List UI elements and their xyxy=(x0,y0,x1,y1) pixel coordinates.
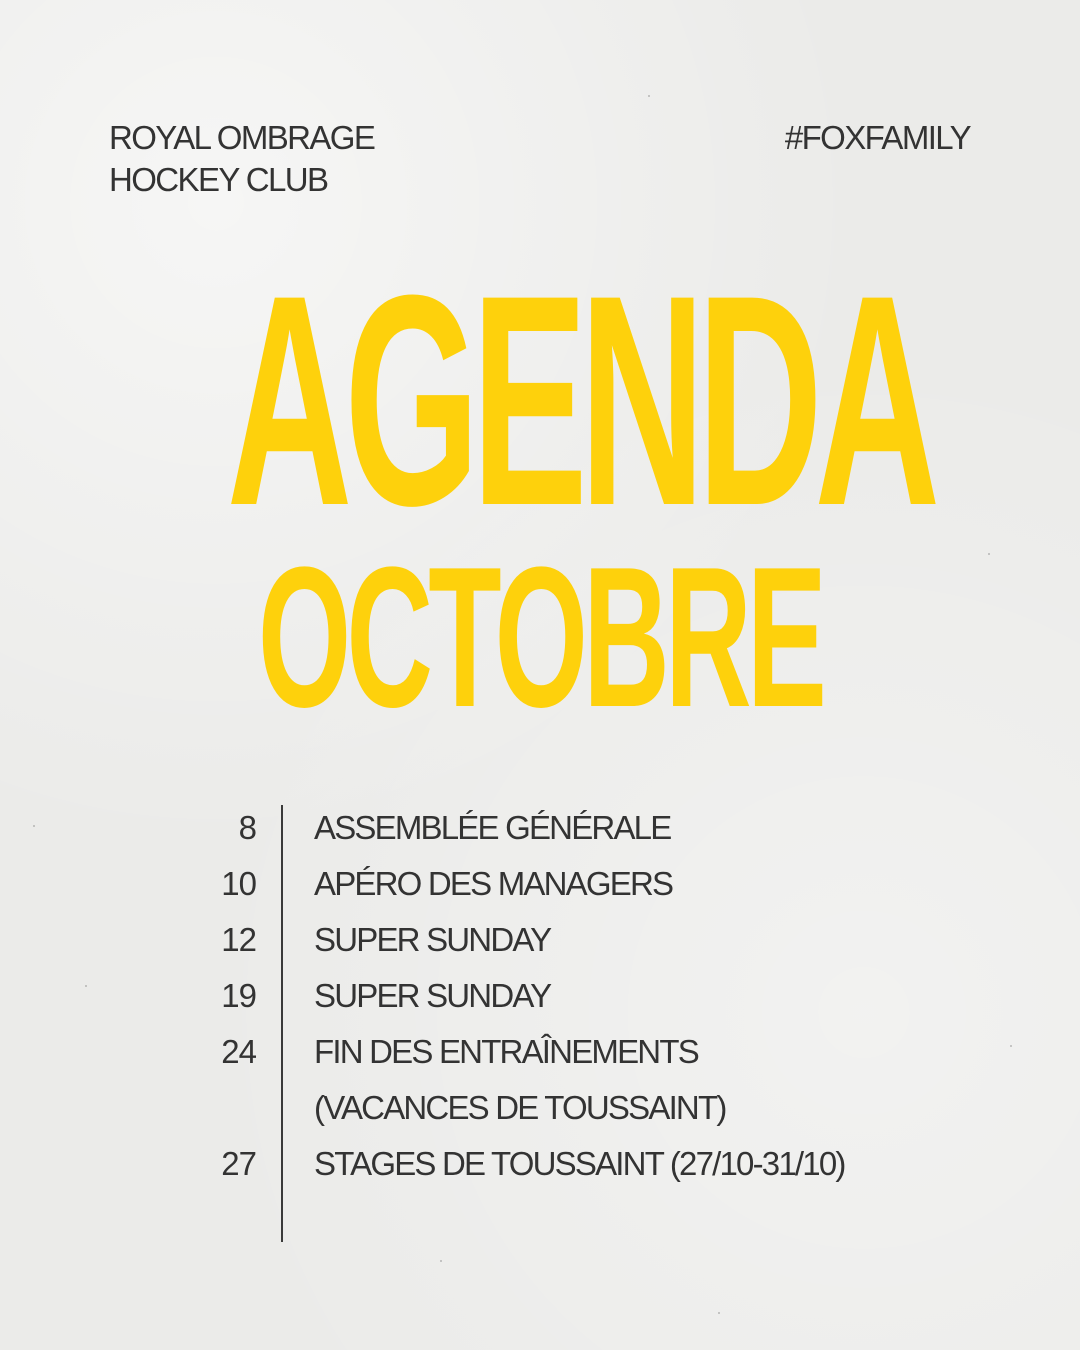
event-row xyxy=(0,916,1080,972)
event-day: 8 xyxy=(238,809,256,846)
event-label: SUPER SUNDAY xyxy=(314,977,551,1014)
event-day: 27 xyxy=(221,1145,256,1182)
event-label: STAGES DE TOUSSAINT (27/10-31/10) xyxy=(314,1145,845,1182)
hashtag: #FOXFAMILY xyxy=(784,119,970,156)
event-label: ASSEMBLÉE GÉNÉRALE xyxy=(314,809,671,846)
paper-speck xyxy=(988,553,990,555)
event-row xyxy=(0,972,1080,1028)
event-row xyxy=(0,1140,1080,1196)
event-row xyxy=(0,1028,1080,1084)
event-row xyxy=(0,860,1080,916)
month-title: OCTOBRE xyxy=(257,526,823,749)
event-label: APÉRO DES MANAGERS xyxy=(314,865,673,902)
event-label: (VACANCES DE TOUSSAINT) xyxy=(314,1089,726,1126)
paper-speck xyxy=(440,1260,442,1262)
paper-speck xyxy=(718,1312,720,1314)
club-name xyxy=(109,117,374,201)
event-list xyxy=(0,804,1080,1196)
event-row xyxy=(0,1084,1080,1140)
event-day: 10 xyxy=(221,865,256,902)
paper-speck xyxy=(648,95,650,97)
club-name-line1: ROYAL OMBRAGE xyxy=(109,119,375,156)
event-day: 19 xyxy=(221,977,256,1014)
event-row xyxy=(0,804,1080,860)
club-name-line2: HOCKEY CLUB xyxy=(109,161,328,198)
event-label: FIN DES ENTRAÎNEMENTS xyxy=(314,1033,698,1070)
event-label: SUPER SUNDAY xyxy=(314,921,551,958)
event-day: 24 xyxy=(221,1033,256,1070)
event-day: 12 xyxy=(221,921,256,958)
agenda-title: AGENDA xyxy=(226,232,933,568)
